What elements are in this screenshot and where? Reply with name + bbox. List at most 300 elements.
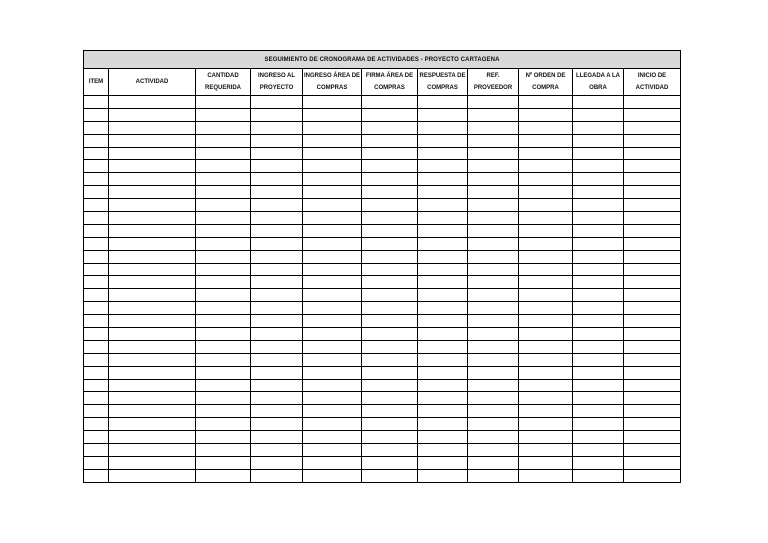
table-cell[interactable] (109, 379, 196, 392)
table-cell[interactable] (573, 289, 624, 302)
table-cell[interactable] (624, 96, 681, 109)
table-cell[interactable] (624, 431, 681, 444)
table-cell[interactable] (84, 96, 109, 109)
table-cell[interactable] (362, 366, 418, 379)
table-cell[interactable] (468, 173, 519, 186)
table-cell[interactable] (303, 340, 362, 353)
table-cell[interactable] (519, 96, 573, 109)
table-cell[interactable] (519, 121, 573, 134)
table-cell[interactable] (109, 469, 196, 482)
table-cell[interactable] (84, 147, 109, 160)
table-cell[interactable] (418, 147, 468, 160)
table-cell[interactable] (573, 379, 624, 392)
table-cell[interactable] (196, 250, 251, 263)
table-cell[interactable] (624, 134, 681, 147)
table-cell[interactable] (573, 224, 624, 237)
table-cell[interactable] (519, 328, 573, 341)
table-cell[interactable] (362, 186, 418, 199)
table-cell[interactable] (468, 134, 519, 147)
table-cell[interactable] (196, 315, 251, 328)
table-cell[interactable] (418, 134, 468, 147)
table-cell[interactable] (519, 444, 573, 457)
table-cell[interactable] (84, 302, 109, 315)
table-cell[interactable] (251, 418, 303, 431)
table-cell[interactable] (196, 340, 251, 353)
table-cell[interactable] (624, 405, 681, 418)
table-cell[interactable] (84, 108, 109, 121)
table-cell[interactable] (519, 224, 573, 237)
table-cell[interactable] (84, 276, 109, 289)
table-cell[interactable] (468, 186, 519, 199)
table-cell[interactable] (362, 224, 418, 237)
table-cell[interactable] (468, 237, 519, 250)
table-cell[interactable] (251, 392, 303, 405)
table-cell[interactable] (303, 328, 362, 341)
table-cell[interactable] (519, 379, 573, 392)
table-cell[interactable] (573, 237, 624, 250)
table-cell[interactable] (362, 456, 418, 469)
table-cell[interactable] (624, 379, 681, 392)
table-cell[interactable] (84, 237, 109, 250)
table-cell[interactable] (84, 431, 109, 444)
table-cell[interactable] (362, 328, 418, 341)
table-cell[interactable] (109, 224, 196, 237)
table-cell[interactable] (196, 431, 251, 444)
table-cell[interactable] (251, 405, 303, 418)
table-cell[interactable] (303, 469, 362, 482)
table-cell[interactable] (362, 199, 418, 212)
table-cell[interactable] (303, 276, 362, 289)
table-cell[interactable] (418, 444, 468, 457)
table-cell[interactable] (109, 212, 196, 225)
table-cell[interactable] (519, 315, 573, 328)
table-cell[interactable] (519, 405, 573, 418)
table-cell[interactable] (362, 173, 418, 186)
table-cell[interactable] (418, 199, 468, 212)
table-cell[interactable] (109, 289, 196, 302)
table-cell[interactable] (196, 366, 251, 379)
table-cell[interactable] (624, 418, 681, 431)
table-cell[interactable] (303, 366, 362, 379)
table-cell[interactable] (519, 340, 573, 353)
table-cell[interactable] (362, 263, 418, 276)
table-cell[interactable] (303, 431, 362, 444)
table-cell[interactable] (84, 224, 109, 237)
table-cell[interactable] (362, 431, 418, 444)
table-cell[interactable] (418, 469, 468, 482)
table-cell[interactable] (251, 96, 303, 109)
table-cell[interactable] (84, 366, 109, 379)
table-cell[interactable] (468, 456, 519, 469)
table-cell[interactable] (362, 444, 418, 457)
table-cell[interactable] (418, 289, 468, 302)
table-cell[interactable] (196, 263, 251, 276)
table-cell[interactable] (573, 199, 624, 212)
table-cell[interactable] (251, 121, 303, 134)
table-cell[interactable] (251, 173, 303, 186)
table-cell[interactable] (519, 134, 573, 147)
table-cell[interactable] (251, 315, 303, 328)
table-cell[interactable] (303, 289, 362, 302)
table-cell[interactable] (84, 469, 109, 482)
table-cell[interactable] (251, 302, 303, 315)
table-cell[interactable] (84, 418, 109, 431)
table-cell[interactable] (418, 224, 468, 237)
table-cell[interactable] (624, 353, 681, 366)
table-cell[interactable] (519, 456, 573, 469)
table-cell[interactable] (84, 212, 109, 225)
table-cell[interactable] (109, 134, 196, 147)
table-cell[interactable] (519, 289, 573, 302)
table-cell[interactable] (519, 263, 573, 276)
table-cell[interactable] (251, 199, 303, 212)
table-cell[interactable] (624, 328, 681, 341)
table-cell[interactable] (519, 418, 573, 431)
table-cell[interactable] (196, 237, 251, 250)
table-cell[interactable] (573, 302, 624, 315)
table-cell[interactable] (519, 366, 573, 379)
table-cell[interactable] (362, 237, 418, 250)
table-cell[interactable] (109, 405, 196, 418)
table-cell[interactable] (418, 418, 468, 431)
table-cell[interactable] (84, 250, 109, 263)
table-cell[interactable] (196, 405, 251, 418)
table-cell[interactable] (196, 276, 251, 289)
table-cell[interactable] (251, 224, 303, 237)
table-cell[interactable] (519, 250, 573, 263)
table-cell[interactable] (468, 250, 519, 263)
table-cell[interactable] (624, 289, 681, 302)
table-cell[interactable] (84, 379, 109, 392)
table-cell[interactable] (303, 456, 362, 469)
table-cell[interactable] (109, 276, 196, 289)
table-cell[interactable] (624, 469, 681, 482)
table-cell[interactable] (573, 160, 624, 173)
table-cell[interactable] (418, 315, 468, 328)
table-cell[interactable] (251, 237, 303, 250)
table-cell[interactable] (624, 250, 681, 263)
table-cell[interactable] (468, 366, 519, 379)
table-cell[interactable] (109, 353, 196, 366)
table-cell[interactable] (196, 328, 251, 341)
table-cell[interactable] (196, 469, 251, 482)
table-cell[interactable] (196, 160, 251, 173)
table-cell[interactable] (109, 96, 196, 109)
table-cell[interactable] (303, 353, 362, 366)
table-cell[interactable] (573, 340, 624, 353)
table-cell[interactable] (84, 340, 109, 353)
table-cell[interactable] (251, 328, 303, 341)
table-cell[interactable] (624, 173, 681, 186)
table-cell[interactable] (251, 134, 303, 147)
table-cell[interactable] (251, 456, 303, 469)
table-cell[interactable] (84, 186, 109, 199)
table-cell[interactable] (624, 160, 681, 173)
table-cell[interactable] (109, 328, 196, 341)
table-cell[interactable] (418, 353, 468, 366)
table-cell[interactable] (303, 160, 362, 173)
table-cell[interactable] (303, 173, 362, 186)
table-cell[interactable] (519, 469, 573, 482)
table-cell[interactable] (196, 392, 251, 405)
table-cell[interactable] (196, 199, 251, 212)
table-cell[interactable] (418, 392, 468, 405)
table-cell[interactable] (109, 186, 196, 199)
table-cell[interactable] (196, 96, 251, 109)
table-cell[interactable] (109, 199, 196, 212)
table-cell[interactable] (519, 186, 573, 199)
table-cell[interactable] (468, 121, 519, 134)
table-cell[interactable] (362, 212, 418, 225)
table-cell[interactable] (468, 160, 519, 173)
table-cell[interactable] (573, 186, 624, 199)
table-cell[interactable] (362, 96, 418, 109)
table-cell[interactable] (84, 134, 109, 147)
table-cell[interactable] (109, 160, 196, 173)
table-cell[interactable] (196, 134, 251, 147)
table-cell[interactable] (303, 147, 362, 160)
table-cell[interactable] (303, 108, 362, 121)
table-cell[interactable] (362, 108, 418, 121)
table-cell[interactable] (362, 353, 418, 366)
table-cell[interactable] (109, 444, 196, 457)
table-cell[interactable] (624, 444, 681, 457)
table-cell[interactable] (418, 108, 468, 121)
table-cell[interactable] (468, 302, 519, 315)
table-cell[interactable] (109, 456, 196, 469)
table-cell[interactable] (109, 237, 196, 250)
table-cell[interactable] (418, 405, 468, 418)
table-cell[interactable] (624, 340, 681, 353)
table-cell[interactable] (303, 444, 362, 457)
table-cell[interactable] (468, 224, 519, 237)
table-cell[interactable] (519, 353, 573, 366)
table-cell[interactable] (624, 224, 681, 237)
table-cell[interactable] (303, 418, 362, 431)
table-cell[interactable] (362, 289, 418, 302)
table-cell[interactable] (468, 315, 519, 328)
table-cell[interactable] (84, 199, 109, 212)
table-cell[interactable] (624, 199, 681, 212)
table-cell[interactable] (573, 276, 624, 289)
table-cell[interactable] (468, 379, 519, 392)
table-cell[interactable] (418, 302, 468, 315)
table-cell[interactable] (418, 173, 468, 186)
table-cell[interactable] (362, 469, 418, 482)
table-cell[interactable] (362, 418, 418, 431)
table-cell[interactable] (303, 379, 362, 392)
table-cell[interactable] (84, 405, 109, 418)
table-cell[interactable] (303, 392, 362, 405)
table-cell[interactable] (468, 431, 519, 444)
table-cell[interactable] (196, 121, 251, 134)
table-cell[interactable] (468, 340, 519, 353)
table-cell[interactable] (303, 212, 362, 225)
table-cell[interactable] (84, 353, 109, 366)
table-cell[interactable] (573, 469, 624, 482)
table-cell[interactable] (109, 315, 196, 328)
table-cell[interactable] (573, 121, 624, 134)
table-cell[interactable] (573, 328, 624, 341)
table-cell[interactable] (468, 418, 519, 431)
table-cell[interactable] (418, 160, 468, 173)
table-cell[interactable] (624, 315, 681, 328)
table-cell[interactable] (251, 250, 303, 263)
table-cell[interactable] (468, 392, 519, 405)
table-cell[interactable] (468, 405, 519, 418)
table-cell[interactable] (362, 405, 418, 418)
table-cell[interactable] (624, 212, 681, 225)
table-cell[interactable] (418, 366, 468, 379)
table-cell[interactable] (519, 199, 573, 212)
table-cell[interactable] (418, 237, 468, 250)
table-cell[interactable] (303, 263, 362, 276)
table-cell[interactable] (468, 263, 519, 276)
table-cell[interactable] (418, 328, 468, 341)
table-cell[interactable] (196, 289, 251, 302)
table-cell[interactable] (468, 353, 519, 366)
table-cell[interactable] (303, 134, 362, 147)
table-cell[interactable] (362, 147, 418, 160)
table-cell[interactable] (418, 186, 468, 199)
table-cell[interactable] (251, 108, 303, 121)
table-cell[interactable] (109, 366, 196, 379)
table-cell[interactable] (573, 263, 624, 276)
table-cell[interactable] (196, 302, 251, 315)
table-cell[interactable] (109, 173, 196, 186)
table-cell[interactable] (84, 160, 109, 173)
table-cell[interactable] (196, 353, 251, 366)
table-cell[interactable] (573, 431, 624, 444)
table-cell[interactable] (362, 121, 418, 134)
table-cell[interactable] (362, 392, 418, 405)
table-cell[interactable] (468, 444, 519, 457)
table-cell[interactable] (303, 237, 362, 250)
table-cell[interactable] (362, 379, 418, 392)
table-cell[interactable] (624, 302, 681, 315)
table-cell[interactable] (303, 121, 362, 134)
table-cell[interactable] (251, 353, 303, 366)
table-cell[interactable] (418, 340, 468, 353)
table-cell[interactable] (418, 96, 468, 109)
table-cell[interactable] (573, 444, 624, 457)
table-cell[interactable] (573, 405, 624, 418)
table-cell[interactable] (84, 289, 109, 302)
table-cell[interactable] (362, 315, 418, 328)
table-cell[interactable] (251, 340, 303, 353)
table-cell[interactable] (573, 392, 624, 405)
table-cell[interactable] (624, 108, 681, 121)
table-cell[interactable] (196, 379, 251, 392)
table-cell[interactable] (303, 405, 362, 418)
table-cell[interactable] (624, 276, 681, 289)
table-cell[interactable] (362, 250, 418, 263)
table-cell[interactable] (468, 212, 519, 225)
table-cell[interactable] (109, 340, 196, 353)
table-cell[interactable] (303, 224, 362, 237)
table-cell[interactable] (573, 353, 624, 366)
table-cell[interactable] (468, 199, 519, 212)
table-cell[interactable] (84, 456, 109, 469)
table-cell[interactable] (362, 302, 418, 315)
table-cell[interactable] (624, 121, 681, 134)
table-cell[interactable] (573, 108, 624, 121)
table-cell[interactable] (624, 186, 681, 199)
table-cell[interactable] (624, 147, 681, 160)
table-cell[interactable] (468, 108, 519, 121)
table-cell[interactable] (109, 392, 196, 405)
table-cell[interactable] (573, 418, 624, 431)
table-cell[interactable] (519, 173, 573, 186)
table-cell[interactable] (196, 456, 251, 469)
table-cell[interactable] (109, 263, 196, 276)
table-cell[interactable] (251, 263, 303, 276)
table-cell[interactable] (624, 263, 681, 276)
table-cell[interactable] (84, 392, 109, 405)
table-cell[interactable] (109, 418, 196, 431)
table-cell[interactable] (519, 237, 573, 250)
table-cell[interactable] (519, 276, 573, 289)
table-cell[interactable] (573, 250, 624, 263)
table-cell[interactable] (418, 431, 468, 444)
table-cell[interactable] (468, 276, 519, 289)
table-cell[interactable] (573, 212, 624, 225)
table-cell[interactable] (109, 250, 196, 263)
table-cell[interactable] (624, 392, 681, 405)
table-cell[interactable] (519, 302, 573, 315)
table-cell[interactable] (573, 96, 624, 109)
table-cell[interactable] (303, 250, 362, 263)
table-cell[interactable] (573, 366, 624, 379)
table-cell[interactable] (468, 289, 519, 302)
table-cell[interactable] (251, 444, 303, 457)
table-cell[interactable] (251, 276, 303, 289)
table-cell[interactable] (251, 147, 303, 160)
table-cell[interactable] (84, 328, 109, 341)
table-cell[interactable] (251, 379, 303, 392)
table-cell[interactable] (519, 147, 573, 160)
table-cell[interactable] (109, 147, 196, 160)
table-cell[interactable] (573, 147, 624, 160)
table-cell[interactable] (109, 302, 196, 315)
table-cell[interactable] (468, 147, 519, 160)
table-cell[interactable] (418, 456, 468, 469)
table-cell[interactable] (573, 173, 624, 186)
table-cell[interactable] (362, 276, 418, 289)
table-cell[interactable] (251, 160, 303, 173)
table-cell[interactable] (362, 340, 418, 353)
table-cell[interactable] (519, 108, 573, 121)
table-cell[interactable] (519, 212, 573, 225)
table-cell[interactable] (573, 134, 624, 147)
table-cell[interactable] (196, 108, 251, 121)
table-cell[interactable] (624, 366, 681, 379)
table-cell[interactable] (84, 263, 109, 276)
table-cell[interactable] (196, 147, 251, 160)
table-cell[interactable] (362, 160, 418, 173)
table-cell[interactable] (303, 186, 362, 199)
table-cell[interactable] (196, 186, 251, 199)
table-cell[interactable] (84, 121, 109, 134)
table-cell[interactable] (84, 444, 109, 457)
table-cell[interactable] (303, 199, 362, 212)
table-cell[interactable] (84, 173, 109, 186)
table-cell[interactable] (573, 315, 624, 328)
table-cell[interactable] (519, 431, 573, 444)
table-cell[interactable] (468, 469, 519, 482)
table-cell[interactable] (109, 431, 196, 444)
table-cell[interactable] (573, 456, 624, 469)
